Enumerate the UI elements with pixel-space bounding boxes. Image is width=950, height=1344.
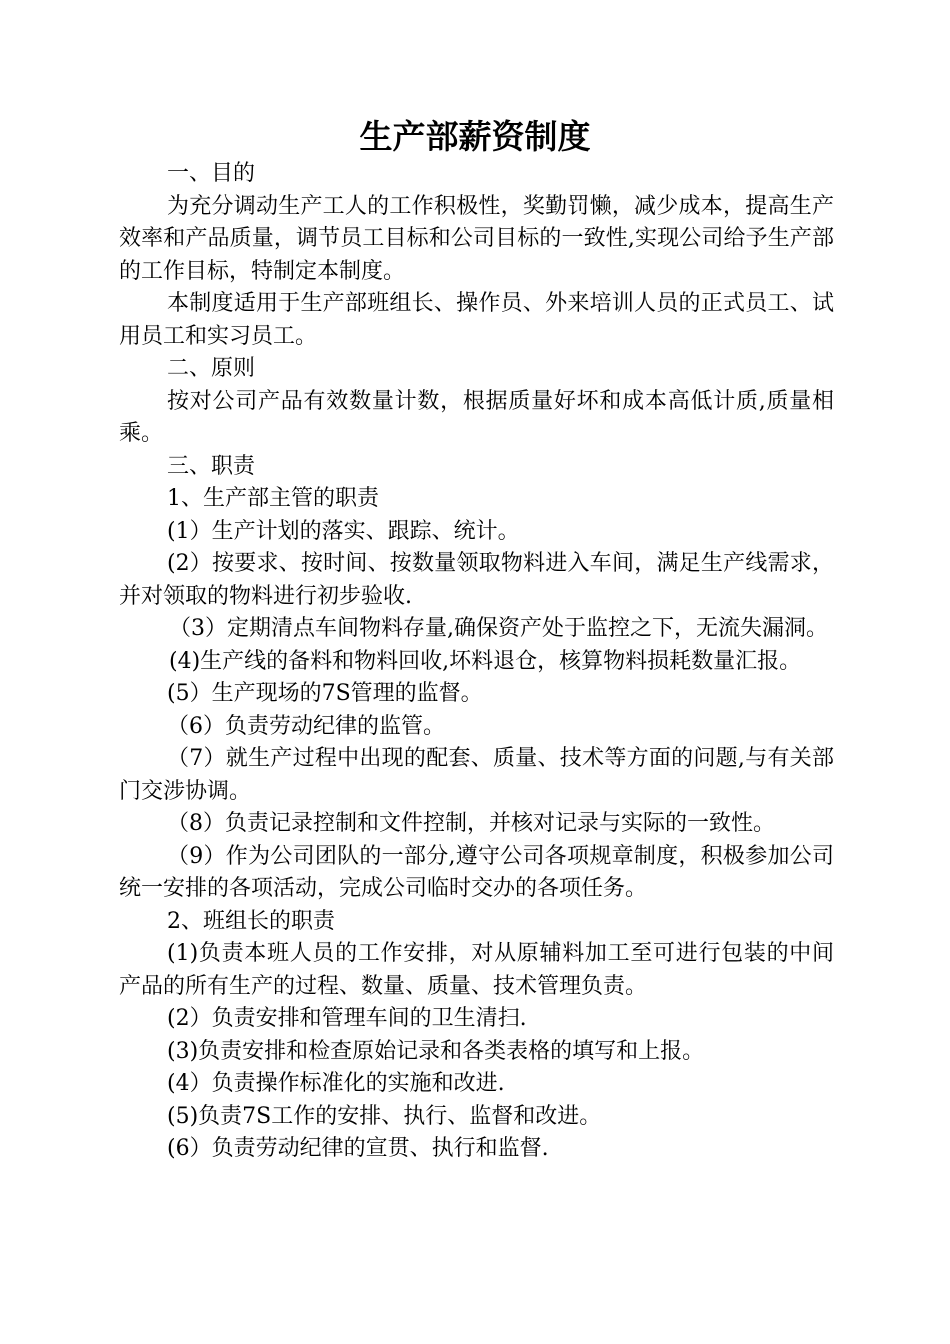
list-item: (5）生产现场的7S管理的监督。 [167, 681, 483, 706]
section-heading-principle: 二、原则 [167, 356, 256, 381]
paragraph-scope: 本制度适用于生产部班组长、操作员、外来培训人员的正式员工、试用员工和实习员工。 [119, 291, 834, 349]
subheading-supervisor-duties: 1、生产部主管的职责 [167, 486, 379, 511]
list-item: (4)生产线的备料和物料回收,坏料退仓，核算物料损耗数量汇报。 [169, 648, 802, 674]
list-item: (5)负责7S工作的安排、执行、监督和改进。 [167, 1103, 602, 1129]
list-item: (6）负责劳动纪律的宣贯、执行和监督. [167, 1136, 549, 1161]
document-body [119, 158, 834, 1166]
list-item: （3）定期清点车间物料存量,确保资产处于监控之下，无流失漏洞。 [169, 616, 828, 641]
list-item: (1）生产计划的落实、跟踪、统计。 [167, 518, 520, 544]
list-item: (4）负责操作标准化的实施和改进. [167, 1071, 505, 1096]
subheading-team-leader-duties: 2、班组长的职责 [167, 908, 335, 934]
document-title: 生产部薪资制度 [359, 117, 591, 156]
list-item: （7）就生产过程中出现的配套、质量、技术等方面的问题,与有关部门交涉协调。 [119, 746, 834, 804]
paragraph-principle: 按对公司产品有效数量计数，根据质量好坏和成本高低计质,质量相乘。 [119, 388, 834, 446]
list-item: (1)负责本班人员的工作安排，对从原辅料加工至可进行包装的中间产品的所有生产的过程、数量、质量、技术管理负责。 [119, 941, 834, 999]
section-heading-duties: 三、职责 [167, 453, 256, 479]
list-item: (3)负责安排和检查原始记录和各类表格的填写和上报。 [167, 1038, 705, 1064]
list-item: （8）负责记录控制和文件控制，并核对记录与实际的一致性。 [167, 811, 775, 836]
list-item: (2）负责安排和管理车间的卫生清扫. [167, 1006, 527, 1031]
list-item: （9）作为公司团队的一部分,遵守公司各项规章制度，积极参加公司统一安排的各项活动，完成公司临时交办的各项任务。 [119, 843, 834, 901]
section-heading-purpose: 一、目的 [167, 161, 256, 186]
list-item: (2）按要求、按时间、按数量领取物料进入车间，满足生产线需求，并对领取的物料进行初步验收. [119, 551, 834, 609]
paragraph-purpose: 为充分调动生产工人的工作积极性，奖勤罚懒，减少成本，提高生产效率和产品质量，调节员工目标和公司目标的一致性,实现公司给予生产部的工作目标，特制定本制度。 [119, 193, 834, 284]
list-item: （6）负责劳动纪律的监管。 [167, 713, 445, 739]
